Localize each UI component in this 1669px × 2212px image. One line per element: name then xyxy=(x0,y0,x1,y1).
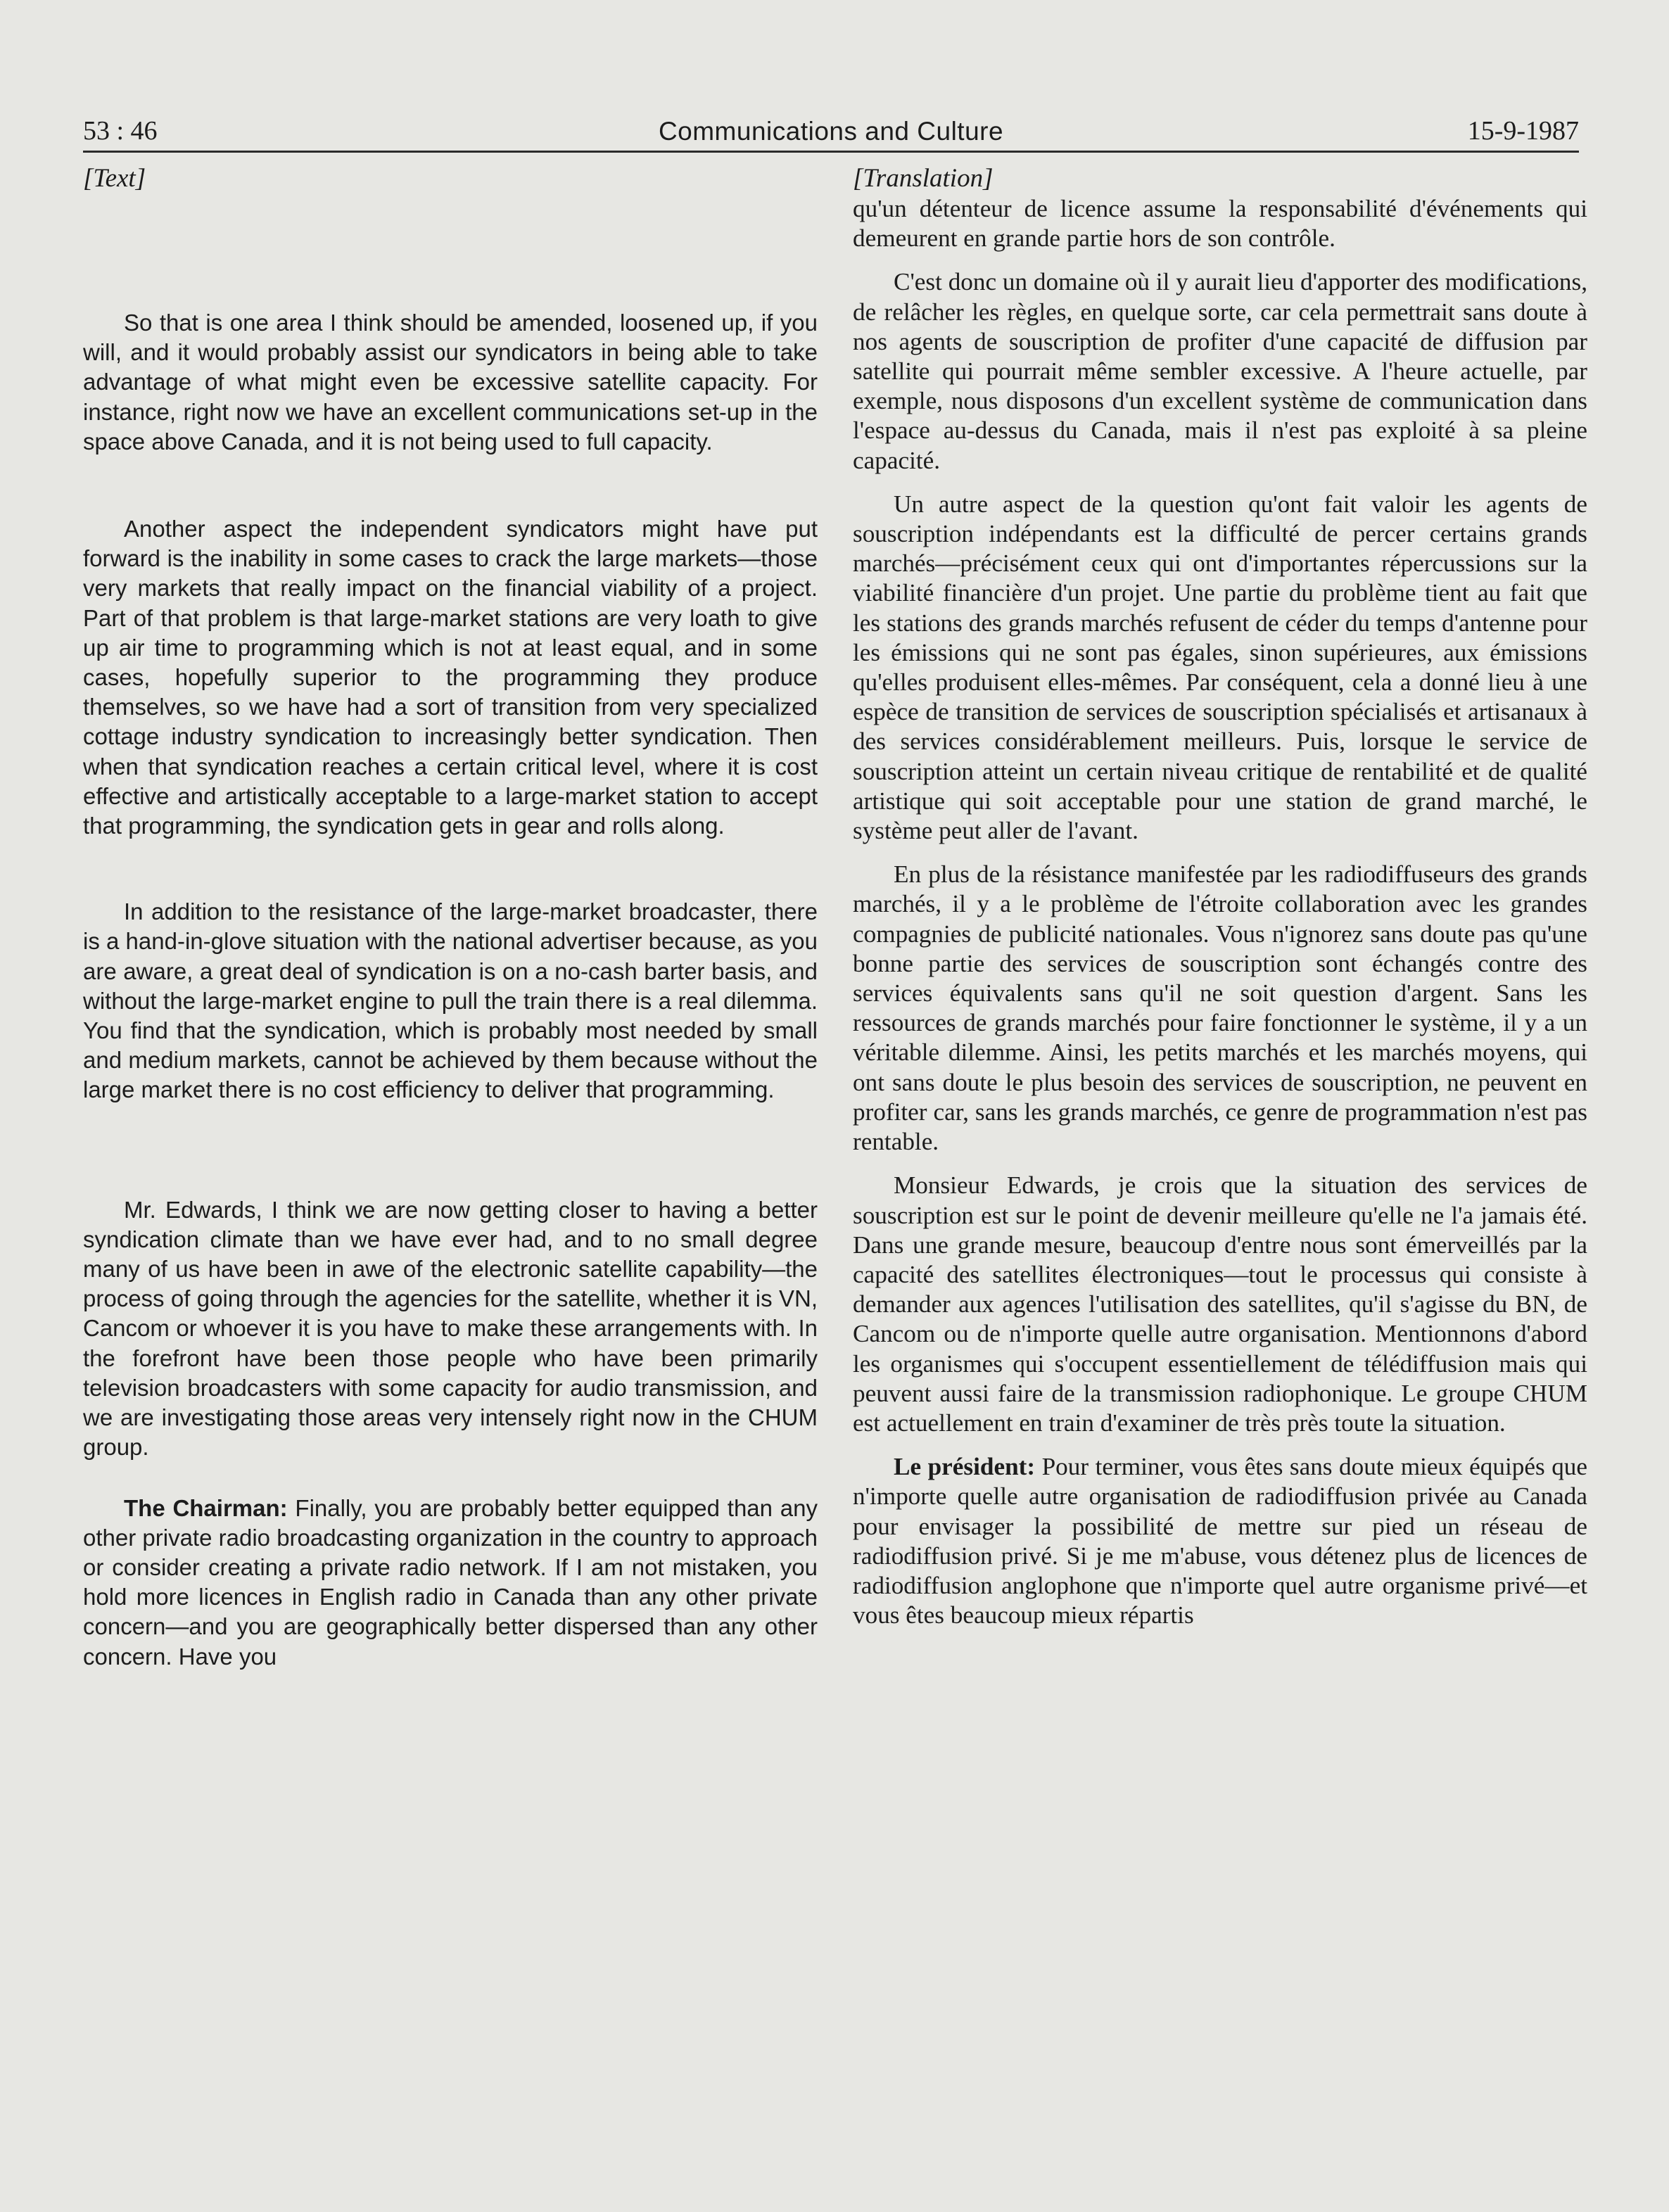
page-title: Communications and Culture xyxy=(658,117,1004,146)
speaker-text: Pour terminer, vous êtes sans doute mieux équipés que n'importe quelle autre organisation de radiodiffusion privée au Canada pour envisager la possibilité de mettre sur pied un réseau de radiodiffusion privé. Si je me m'abuse, vous détenez plus de licences de radiodiffusion anglophone que n'importe quel autre organisme privé—et vous êtes beaucoup mieux répartis xyxy=(853,1453,1587,1629)
speaker-text: Finally, you are probably better equipped than any other private radio broadcasting organization in the country to approach or consider creating a private radio network. If I am not mistaken, you hold more licences in English radio in Canada than any other private concern—and you are geographically better dispersed than any other concern. Have you xyxy=(83,1494,818,1670)
french-paragraph-1: C'est donc un domaine où il y aurait lieu d'apporter des modifications, de relâcher les règles, en quelque sorte, car cela permettrait sans doute à nos agents de souscription de profiter d'une capacité de diffusion par satellite qui pourrait même sembler excessive. A l'heure actuelle, par exemple, nous disposons d'un excellent système de communication dans l'espace au-dessus du Canada, mais il n'est pas exploité à sa pleine capacité. xyxy=(853,268,1587,474)
page-date: 15-9-1987 xyxy=(1467,116,1579,146)
header-rule xyxy=(83,151,1579,153)
speaker-name: The Chairman: xyxy=(124,1494,288,1521)
english-column xyxy=(83,163,818,1672)
text-label: [Text] xyxy=(83,164,146,193)
french-paragraph-4: Monsieur Edwards, je crois que la situation des services de souscription est sur le point de devenir meilleure qu'elle ne l'a jamais été. Dans une grande mesure, beaucoup d'entre nous sont émerveillés par la capacité des satellites électroniques—tout le processus qui consiste à demander aux agences l'utilisation des satellites, qu'il s'agisse du BN, de Cancom ou de n'importe quelle autre organisation. Mentionnons d'abord les organismes qui s'occupent essentiellement de télédiffusion mais qui peuvent aussi faire de la transmission radiophonique. Le groupe CHUM est actuellement en train d'examiner de très près toute la situation. xyxy=(853,1171,1587,1437)
translation-label: [Translation] xyxy=(853,164,994,193)
english-paragraph-4: Mr. Edwards, I think we are now getting closer to having a better syndication climate than we have ever had, and to no small degree many of us have been in awe of the electronic satellite capability—the process of going through the agencies for the satellite, whether it is VN, Cancom or whoever it is you have to make these arrangements with. In the forefront have been those people who have been primarily television broadcasters with some capacity for audio transmission, and we are investigating those areas very intensely right now in the CHUM group. xyxy=(83,1196,818,1461)
french-paragraph-0: qu'un détenteur de licence assume la responsabilité d'événements qui demeurent en grande partie hors de son contrôle. xyxy=(853,195,1587,253)
english-paragraph-2: Another aspect the independent syndicators might have put forward is the inability in some cases to crack the large markets—those very markets that really impact on the financial viability of a project. Part of that problem is that large-market stations are very loath to give up air time to programming which is not at least equal, and in some cases, hopefully superior to the programming they produce themselves, so we have had a sort of transition from very specialized cottage industry syndication to increasingly better syndication. Then when that syndication reaches a certain critical level, where it is cost effective and artistically acceptable to a large-market station to accept that programming, the syndication gets in gear and rolls along. xyxy=(83,516,818,839)
french-paragraph-5 xyxy=(853,1452,1587,1630)
english-paragraph-5 xyxy=(83,1494,818,1672)
page-reference: 53 : 46 xyxy=(83,116,158,146)
speaker-name: Le président: xyxy=(894,1453,1036,1481)
english-paragraph-1: So that is one area I think should be amended, loosened up, if you will, and it would probably assist our syndicators in being able to take advantage of what might even be excessive satellite capacity. For instance, right now we have an excellent communications set-up in the space above Canada, and it is not being used to full capacity. xyxy=(83,310,818,455)
page-header xyxy=(83,110,1579,152)
french-column xyxy=(853,163,1587,1630)
english-paragraph-3: In addition to the resistance of the large-market broadcaster, there is a hand-in-glove situation with the national advertiser because, as you are aware, a great deal of syndication is on a no-cash barter basis, and without the large-market engine to pull the train there is a real dilemma. You find that the syndication, which is probably most needed by small and medium markets, cannot be achieved by them because without the large market there is no cost efficiency to deliver that programming. xyxy=(83,898,818,1103)
french-paragraph-2: Un autre aspect de la question qu'ont fait valoir les agents de souscription indépendants est la difficulté de percer certains grands marchés—précisément ceux qui ont d'importantes répercussions sur la viabilité financière d'un projet. Une partie du problème tient au fait que les stations des grands marchés refusent de céder du temps d'antenne pour les émissions qui ne sont pas égales, sinon supérieures, aux émissions qu'elles produisent elles-mêmes. Par conséquent, cela a donné lieu à une espèce de transition de services de souscription spécialisés et artisanaux à des services considérablement meilleurs. Puis, lorsque le service de souscription atteint un certain niveau critique de rentabilité et de qualité artistique qui soit acceptable pour une station de grand marché, le système peut aller de l'avant. xyxy=(853,490,1587,845)
french-paragraph-3: En plus de la résistance manifestée par les radiodiffuseurs des grands marchés, il y a le problème de l'étroite collaboration avec les grandes compagnies de publicité nationales. Vous n'ignorez sans doute pas qu'une bonne partie des services de souscription sont échangés contre des services équivalents sans qu'il ne soit question d'argent. Sans les ressources de grands marchés pour faire fonctionner le système, il y a un véritable dilemme. Ainsi, les petits marchés et les marchés moyens, qui ont sans doute le plus besoin des services de souscription, ne peuvent en profiter car, sans les grands marchés, ce genre de programmation n'est pas rentable. xyxy=(853,860,1587,1156)
